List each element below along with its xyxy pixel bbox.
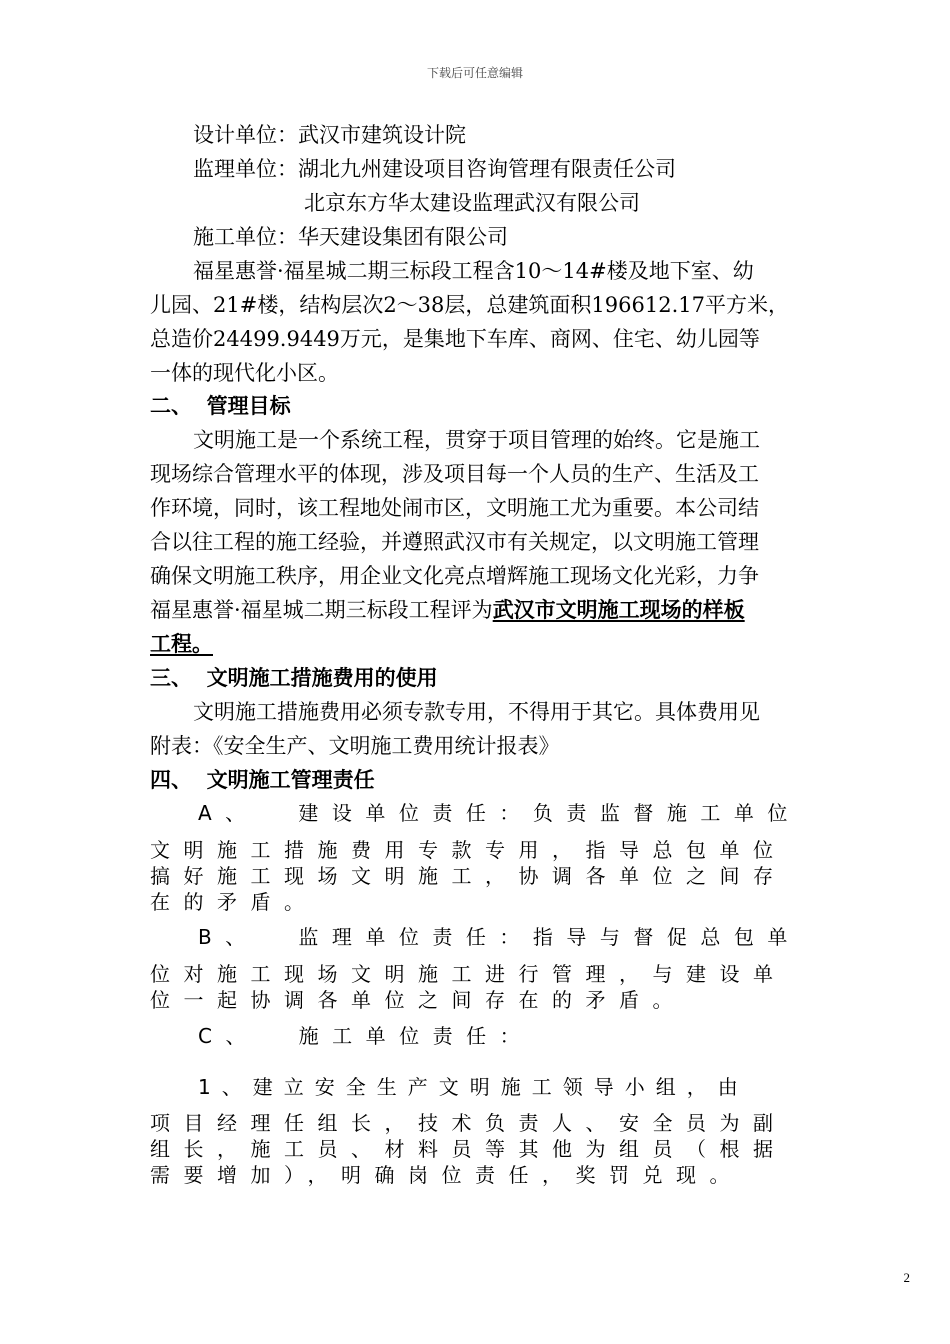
supervision-unit-line: 监理单位：湖北九州建设项目咨询管理有限责任公司 [193, 157, 676, 181]
section-3-line: 附表：《安全生产、文明施工费用统计报表》 [150, 734, 560, 758]
section-2-line: 确保文明施工秩序，用企业文化亮点增辉施工现场文化光彩，力争 [150, 564, 759, 588]
section-2-heading: 二、 管理目标 [150, 393, 291, 418]
responsibility-a-line: 文明施工措施费用专款专用，指导总包单位 [150, 838, 787, 862]
item-1-line: 组长，施工员、材料员等其他为组员（根据 [150, 1137, 787, 1161]
section-3-line: 文明施工措施费用必须专款专用，不得用于其它。具体费用见 [193, 700, 760, 724]
overview-line: 儿园、21#楼，结构层次2～38层，总建筑面积196612.17平方米， [150, 293, 789, 317]
highlighted-goal: 武汉市文明施工现场的样板 [492, 597, 745, 622]
section-2-line-prefix: 福星惠誉·福星城二期三标段工程评为 [150, 598, 493, 622]
item-1-line: 1、建立安全生产文明施工领导小组，由 [198, 1075, 749, 1099]
construction-unit-line: 施工单位：华天建设集团有限公司 [193, 225, 508, 249]
section-2-line-end [150, 629, 810, 659]
responsibility-b-line: 位一起协调各单位之间存在的矛盾。 [150, 988, 686, 1012]
responsibility-b-line: 位对施工现场文明施工进行管理，与建设单 [150, 962, 787, 986]
section-4-heading: 四、 文明施工管理责任 [150, 767, 375, 792]
overview-line: 福星惠誉·福星城二期三标段工程含10～14#楼及地下室、幼 [193, 259, 754, 283]
section-3-heading: 三、 文明施工措施费用的使用 [150, 665, 438, 690]
page-header: 下载后可任意编辑 [426, 66, 523, 80]
responsibility-a-line: 在的矛盾。 [150, 890, 318, 914]
design-unit-line: 设计单位：武汉市建筑设计院 [193, 123, 466, 147]
responsibility-c-line: C、 施工单位责任： [198, 1024, 534, 1048]
section-2-line: 文明施工是一个系统工程，贯穿于项目管理的始终。它是施工 [193, 428, 760, 452]
responsibility-a-line: A、 建设单位责任：负责监督施工单位 [198, 801, 801, 825]
overview-line: 总造价24499.9449万元，是集地下车库、商网、住宅、幼儿园等 [150, 327, 760, 351]
highlighted-goal-end: 工程。 [150, 631, 213, 656]
item-1-line: 需要增加），明确岗位责任，奖罚兑现。 [150, 1163, 743, 1187]
overview-line: 一体的现代化小区。 [150, 361, 339, 385]
item-1-line: 项目经理任组长，技术负责人、安全员为副 [150, 1111, 787, 1135]
page-number: 2 [903, 1270, 910, 1285]
section-2-line: 现场综合管理水平的体现，涉及项目每一个人员的生产、生活及工 [150, 462, 759, 486]
responsibility-a-line: 搞好施工现场文明施工，协调各单位之间存 [150, 864, 787, 888]
section-2-line: 作环境，同时，该工程地处闹市区，文明施工尤为重要。本公司结 [150, 496, 759, 520]
section-2-line-emphasis [150, 595, 810, 625]
section-2-line: 合以往工程的施工经验，并遵照武汉市有关规定，以文明施工管理 [150, 530, 759, 554]
supervision-unit-line-2: 北京东方华太建设监理武汉有限公司 [304, 191, 640, 215]
responsibility-b-line: B、 监理单位责任：指导与督促总包单 [198, 925, 801, 949]
